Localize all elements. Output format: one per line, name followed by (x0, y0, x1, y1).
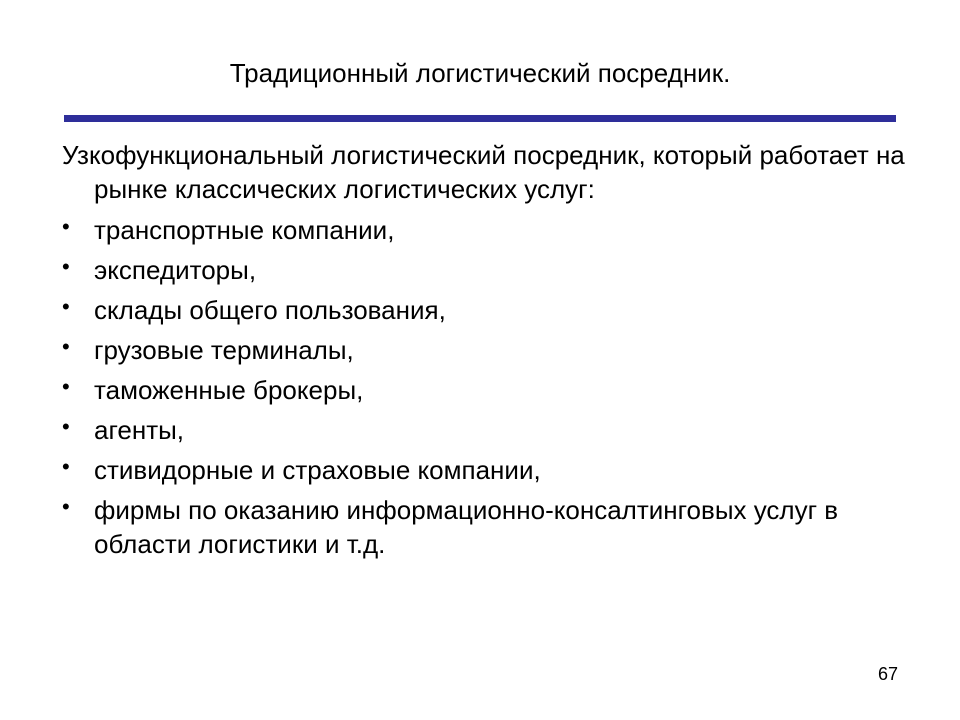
list-item (62, 413, 922, 447)
list-item-text: экспедиторы, (94, 255, 257, 285)
slide-title: Традиционный логистический посредник. (229, 58, 731, 88)
list-item (62, 293, 922, 327)
list-item (62, 333, 922, 367)
bullet-icon: • (62, 374, 70, 399)
list-item-text: фирмы по оказанию информационно-консалтинговых услуг в области логистики и т.д. (94, 495, 839, 559)
bullet-list (62, 213, 922, 561)
page-number: 67 (877, 664, 899, 684)
slide-body (62, 138, 922, 567)
title-divider (64, 115, 896, 122)
list-item (62, 373, 922, 407)
bullet-icon: • (62, 334, 70, 359)
list-item-text: таможенные брокеры, (94, 375, 364, 405)
list-item (62, 493, 922, 561)
list-item (62, 253, 922, 287)
list-item-text: агенты, (94, 415, 185, 445)
bullet-icon: • (62, 214, 70, 239)
bullet-icon: • (62, 414, 70, 439)
bullet-icon: • (62, 454, 70, 479)
intro-paragraph: Узкофункциональный логистический посредник, который работает на рынке классических логистических услуг: (62, 140, 905, 204)
list-item-text: грузовые терминалы, (94, 335, 354, 365)
list-item-text: стивидорные и страховые компании, (94, 455, 541, 485)
bullet-icon: • (62, 494, 70, 519)
list-item (62, 453, 922, 487)
list-item-text: транспортные компании, (94, 215, 395, 245)
bullet-icon: • (62, 254, 70, 279)
list-item (62, 213, 922, 247)
list-item-text: склады общего пользования, (94, 295, 446, 325)
bullet-icon: • (62, 294, 70, 319)
